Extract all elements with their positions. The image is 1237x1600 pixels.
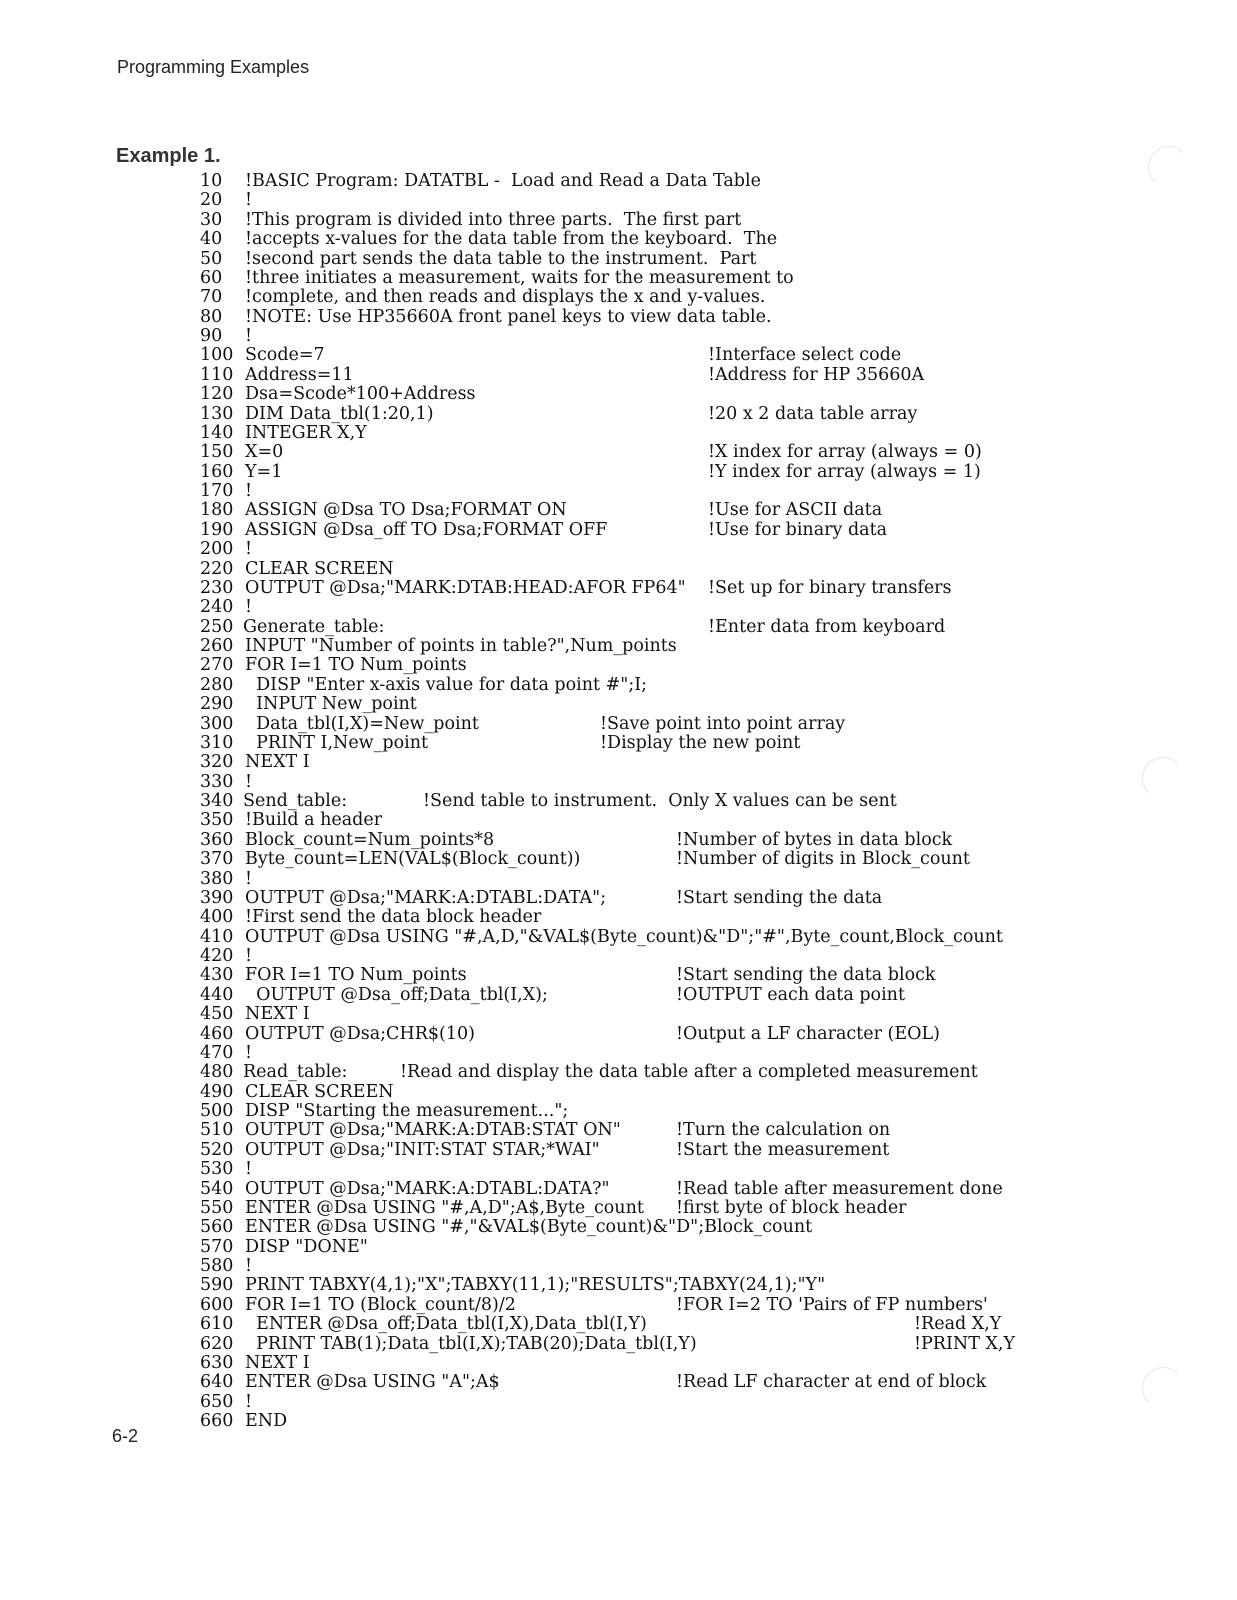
code-statement: ! (245, 597, 253, 618)
line-number: 480 (200, 1062, 234, 1083)
line-number: 130 (200, 403, 234, 424)
code-statement: DISP "DONE" (245, 1236, 368, 1257)
code-comment: !first byte of block header (676, 1197, 907, 1218)
code-statement: !BASIC Program: DATATBL - Load and Read a Data Table (245, 171, 761, 191)
line-number: 650 (200, 1391, 234, 1412)
line-number: 100 (200, 345, 234, 366)
line-number: 600 (200, 1294, 234, 1315)
line-number: 330 (200, 771, 234, 792)
code-statement: DIM Data_tbl(1:20,1) (245, 403, 434, 424)
code-statement: OUTPUT @Dsa;CHR$(10) (245, 1023, 475, 1044)
code-statement: ! (245, 771, 253, 792)
line-number: 290 (200, 694, 234, 715)
code-comment: !Read X,Y (914, 1314, 1002, 1335)
code-comment: !Y index for array (always = 1) (708, 461, 981, 482)
line-number: 270 (200, 655, 234, 676)
code-statement: OUTPUT @Dsa_off;Data_tbl(I,X); (245, 984, 548, 1005)
code-statement: ! (245, 1391, 253, 1412)
line-number: 90 (200, 326, 223, 346)
line-number: 120 (200, 384, 234, 405)
code-statement: OUTPUT @Dsa;"MARK:A:DTABL:DATA?" (245, 1178, 610, 1199)
punch-hole-mark (1148, 146, 1190, 188)
code-statement: !three initiates a measurement, waits for the measurement to (245, 267, 794, 288)
code-statement: FOR I=1 TO Num_points (245, 965, 467, 986)
line-number: 540 (200, 1178, 234, 1199)
line-number: 30 (200, 209, 223, 230)
line-number: 260 (200, 636, 234, 656)
line-number: 200 (200, 539, 234, 560)
code-comment: !Send table to instrument. Only X values can be sent (423, 791, 897, 811)
code-statement: Dsa=Scode*100+Address (245, 384, 476, 405)
line-number: 630 (200, 1352, 234, 1373)
line-number: 160 (200, 461, 234, 482)
code-comment: !Display the new point (600, 732, 801, 753)
code-statement: FOR I=1 TO (Block_count/8)/2 (245, 1294, 516, 1315)
code-statement: INTEGER X,Y (245, 422, 367, 443)
code-statement: ! (245, 1042, 253, 1063)
code-statement: DISP "Starting the measurement..."; (245, 1101, 569, 1121)
code-comment: !Start the measurement (676, 1139, 890, 1160)
line-number: 440 (200, 984, 234, 1005)
code-statement: !second part sends the data table to the instrument. Part (245, 248, 757, 269)
code-comment: !20 x 2 data table array (708, 403, 918, 424)
code-statement: OUTPUT @Dsa;"MARK:A:DTABL:DATA"; (245, 887, 607, 908)
line-number: 640 (200, 1372, 234, 1393)
code-comment: !Interface select code (708, 345, 902, 366)
line-number: 400 (200, 907, 234, 928)
code-statement: OUTPUT @Dsa USING "#,A,D,"&VAL$(Byte_count)&"D";"#",Byte_count,Block_count (245, 926, 1003, 947)
line-number: 10 (200, 171, 223, 191)
code-comment: !X index for array (always = 0) (708, 442, 982, 463)
code-comment: !Use for ASCII data (708, 500, 883, 521)
line-number: 570 (200, 1236, 234, 1257)
code-statement: ! (245, 1256, 253, 1276)
code-statement: INPUT New_point (245, 694, 417, 715)
code-statement: Block_count=Num_points*8 (245, 829, 495, 850)
code-comment: !Set up for binary transfers (708, 577, 952, 598)
line-number: 180 (200, 500, 234, 521)
line-number: 250 (200, 616, 234, 637)
code-comment: !Number of bytes in data block (676, 829, 953, 850)
line-number: 580 (200, 1256, 234, 1276)
line-number: 430 (200, 965, 234, 986)
code-comment: !Output a LF character (EOL) (676, 1023, 940, 1044)
code-statement: OUTPUT @Dsa;"MARK:A:DTAB:STAT ON" (245, 1120, 621, 1141)
line-number: 500 (200, 1101, 234, 1121)
code-statement: ENTER @Dsa USING "#,A,D";A$,Byte_count (245, 1197, 644, 1218)
code-statement: !First send the data block header (245, 907, 542, 928)
code-statement: !This program is divided into three parts. The first part (245, 209, 742, 230)
code-statement: Send_table: (243, 791, 348, 811)
code-statement: Data_tbl(I,X)=New_point (245, 713, 479, 734)
code-statement: PRINT TABXY(4,1);"X";TABXY(11,1);"RESULTS";TABXY(24,1);"Y" (245, 1275, 826, 1296)
code-comment: !Read table after measurement done (676, 1178, 1003, 1199)
line-number: 450 (200, 1004, 234, 1025)
line-number: 420 (200, 946, 234, 966)
code-statement: ! (245, 868, 253, 889)
code-statement: OUTPUT @Dsa;"MARK:DTAB:HEAD:AFOR FP64" (245, 577, 686, 598)
code-comment: !Number of digits in Block_count (676, 849, 970, 870)
code-comment: !FOR I=2 TO 'Pairs of FP numbers' (676, 1294, 988, 1315)
code-comment: !PRINT X,Y (914, 1333, 1016, 1354)
line-number: 150 (200, 442, 234, 463)
line-number: 60 (200, 267, 223, 288)
line-number: 40 (200, 229, 223, 250)
code-statement: CLEAR SCREEN (245, 558, 394, 579)
code-statement: !accepts x-values for the data table from the keyboard. The (245, 229, 778, 250)
line-number: 510 (200, 1120, 234, 1141)
line-number: 170 (200, 481, 234, 501)
code-statement: ENTER @Dsa USING "A";A$ (245, 1372, 500, 1393)
line-number: 80 (200, 306, 223, 327)
code-comment: !Read and display the data table after a completed measurement (400, 1062, 978, 1083)
code-statement: ! (245, 481, 253, 501)
code-statement: PRINT TAB(1);Data_tbl(I,X);TAB(20);Data_tbl(I,Y) (245, 1333, 697, 1354)
line-number: 490 (200, 1081, 234, 1102)
code-statement: PRINT I,New_point (245, 732, 429, 753)
code-statement: ! (245, 326, 253, 346)
code-statement: Address=11 (245, 364, 354, 385)
line-number: 310 (200, 732, 234, 753)
code-comment: !Turn the calculation on (676, 1120, 891, 1141)
line-number: 560 (200, 1217, 234, 1238)
code-statement: END (245, 1411, 288, 1431)
code-statement: ENTER @Dsa_off;Data_tbl(I,X),Data_tbl(I,Y) (245, 1314, 647, 1335)
code-statement: X=0 (245, 442, 284, 463)
code-statement: ! (245, 1159, 253, 1180)
code-comment: !Save point into point array (600, 713, 846, 734)
code-statement: Generate_table: (243, 616, 385, 637)
code-comment: !Use for binary data (708, 519, 888, 540)
code-statement: OUTPUT @Dsa;"INIT:STAT STAR;*WAI" (245, 1139, 600, 1160)
code-comment: !OUTPUT each data point (676, 984, 905, 1005)
code-comment: !Start sending the data (676, 887, 883, 908)
line-number: 370 (200, 849, 234, 870)
line-number: 220 (200, 558, 234, 579)
line-number: 390 (200, 887, 234, 908)
line-number: 410 (200, 926, 234, 947)
line-number: 340 (200, 791, 234, 811)
example-title: Example 1. (116, 145, 221, 167)
line-number: 350 (200, 810, 234, 831)
code-comment: !Address for HP 35660A (708, 364, 925, 385)
code-statement: ! (245, 190, 253, 211)
code-statement: DISP "Enter x-axis value for data point #";I; (245, 674, 648, 695)
line-number: 230 (200, 577, 234, 598)
code-statement: ENTER @Dsa USING "#,"&VAL$(Byte_count)&"D";Block_count (245, 1217, 813, 1238)
line-number: 530 (200, 1159, 234, 1180)
code-statement: Byte_count=LEN(VAL$(Block_count)) (245, 849, 581, 870)
code-comment: !Enter data from keyboard (708, 616, 946, 637)
line-number: 300 (200, 713, 234, 734)
code-statement: ASSIGN @Dsa TO Dsa;FORMAT ON (245, 500, 567, 521)
line-number: 110 (200, 364, 234, 385)
code-statement: Y=1 (245, 461, 283, 482)
line-number: 590 (200, 1275, 234, 1296)
line-number: 550 (200, 1197, 234, 1218)
line-number: 320 (200, 752, 234, 773)
code-statement: ! (245, 946, 253, 966)
code-statement: Scode=7 (245, 345, 325, 366)
code-statement: !NOTE: Use HP35660A front panel keys to view data table. (245, 306, 772, 327)
code-statement: ! (245, 539, 253, 560)
line-number: 280 (200, 674, 234, 695)
line-number: 380 (200, 868, 234, 889)
line-number: 190 (200, 519, 234, 540)
line-number: 660 (200, 1411, 234, 1431)
code-comment: !Read LF character at end of block (676, 1372, 987, 1393)
code-statement: NEXT I (245, 1004, 310, 1025)
line-number: 520 (200, 1139, 234, 1160)
line-number: 70 (200, 287, 223, 308)
line-number: 460 (200, 1023, 234, 1044)
line-number: 140 (200, 422, 234, 443)
code-statement: INPUT "Number of points in table?",Num_points (245, 636, 677, 656)
code-statement: ASSIGN @Dsa_off TO Dsa;FORMAT OFF (245, 519, 608, 540)
running-head: Programming Examples (117, 57, 310, 77)
line-number: 50 (200, 248, 223, 269)
punch-hole-mark (1142, 757, 1184, 799)
code-statement: CLEAR SCREEN (245, 1081, 394, 1102)
line-number: 20 (200, 190, 223, 211)
line-number: 620 (200, 1333, 234, 1354)
code-statement: !complete, and then reads and displays the x and y-values. (245, 287, 766, 308)
code-comment: !Start sending the data block (676, 965, 936, 986)
code-statement: FOR I=1 TO Num_points (245, 655, 467, 676)
code-statement: NEXT I (245, 752, 310, 773)
code-statement: Read_table: (243, 1062, 348, 1083)
code-statement: !Build a header (245, 810, 383, 831)
line-number: 240 (200, 597, 234, 618)
line-number: 610 (200, 1314, 234, 1335)
line-number: 360 (200, 829, 234, 850)
line-number: 470 (200, 1042, 234, 1063)
code-statement: NEXT I (245, 1352, 310, 1373)
punch-hole-mark (1142, 1367, 1184, 1409)
page-number: 6-2 (112, 1426, 139, 1446)
